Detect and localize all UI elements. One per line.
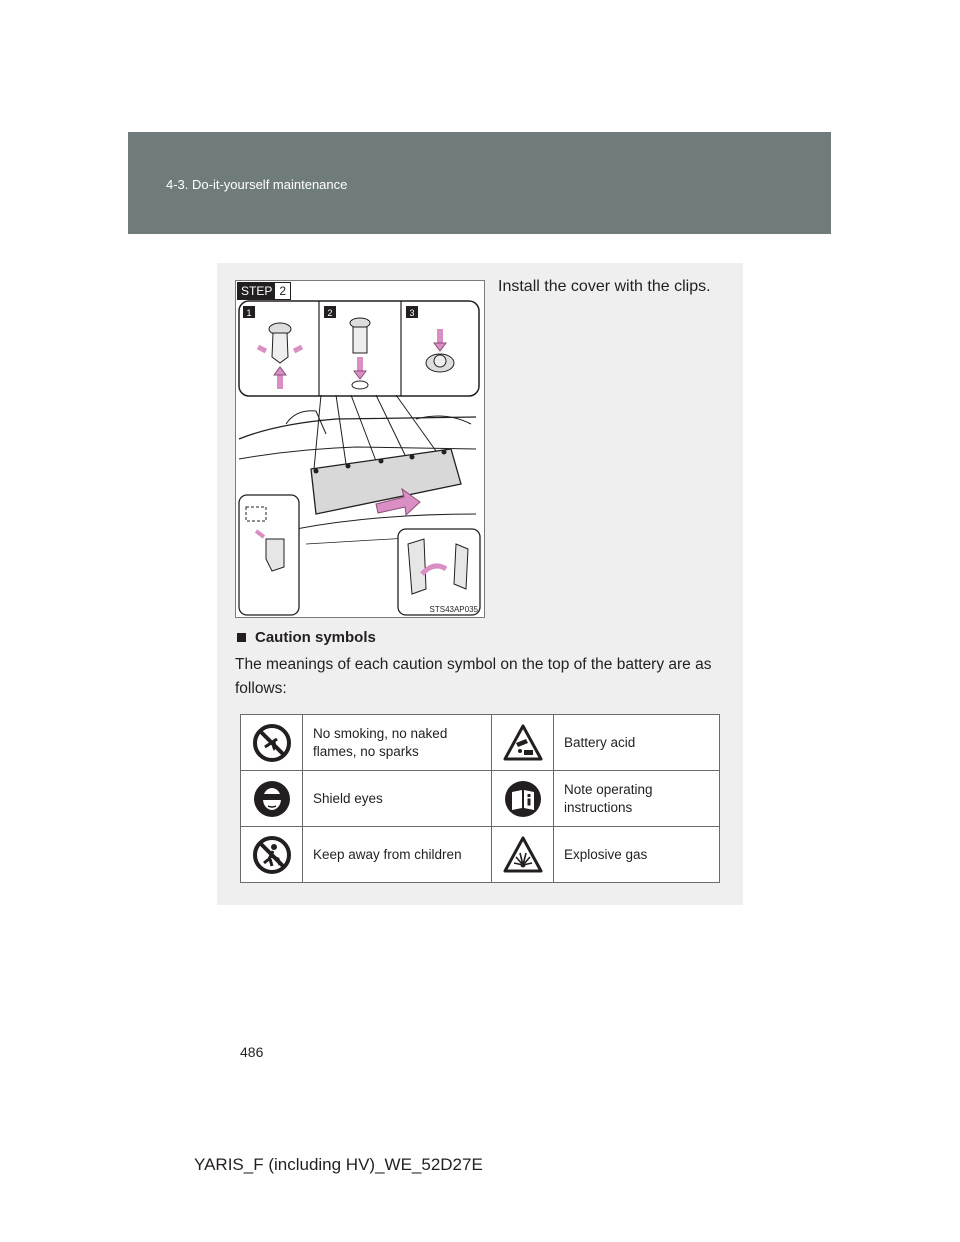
clip-installation-figure bbox=[235, 280, 485, 618]
section-title: 4-3. Do-it-yourself maintenance bbox=[166, 177, 348, 192]
callout-1-label: 1 bbox=[246, 308, 252, 318]
callout-2-label: 2 bbox=[327, 308, 333, 318]
operating-instructions-icon bbox=[492, 771, 554, 827]
footer-document-code: YARIS_F (including HV)_WE_52D27E bbox=[194, 1155, 483, 1174]
explosive-gas-icon bbox=[492, 827, 554, 883]
symbol-desc: Keep away from children bbox=[303, 827, 492, 883]
figure-code: STS43AP035 bbox=[429, 605, 478, 614]
symbol-desc: Shield eyes bbox=[303, 771, 492, 827]
symbol-desc: Battery acid bbox=[554, 715, 720, 771]
symbol-desc: Note operating instructions bbox=[554, 771, 720, 827]
table-row bbox=[241, 827, 720, 883]
callout-3-label: 3 bbox=[409, 308, 415, 318]
no-smoking-icon bbox=[241, 715, 303, 771]
caution-intro: The meanings of each caution symbol on the top of the battery are as follows: bbox=[235, 656, 712, 697]
bullet-icon bbox=[237, 633, 246, 642]
symbol-desc: Explosive gas bbox=[554, 827, 720, 883]
battery-acid-icon bbox=[492, 715, 554, 771]
page-number: 486 bbox=[240, 1044, 264, 1060]
symbol-desc: No smoking, no naked flames, no sparks bbox=[303, 715, 492, 771]
header-bar bbox=[128, 132, 831, 234]
shield-eyes-icon bbox=[241, 771, 303, 827]
keep-away-children-icon bbox=[241, 827, 303, 883]
table-row bbox=[241, 771, 720, 827]
step-number: 2 bbox=[275, 283, 290, 299]
step-badge bbox=[237, 282, 291, 300]
caution-heading bbox=[237, 629, 376, 646]
caution-heading-text: Caution symbols bbox=[255, 629, 376, 646]
cover-clips-illustration bbox=[236, 299, 484, 617]
step-label: STEP bbox=[238, 283, 275, 299]
caution-symbols-table bbox=[240, 714, 720, 883]
table-row bbox=[241, 715, 720, 771]
step-instruction: Install the cover with the clips. bbox=[498, 278, 711, 295]
content-panel bbox=[217, 263, 743, 905]
